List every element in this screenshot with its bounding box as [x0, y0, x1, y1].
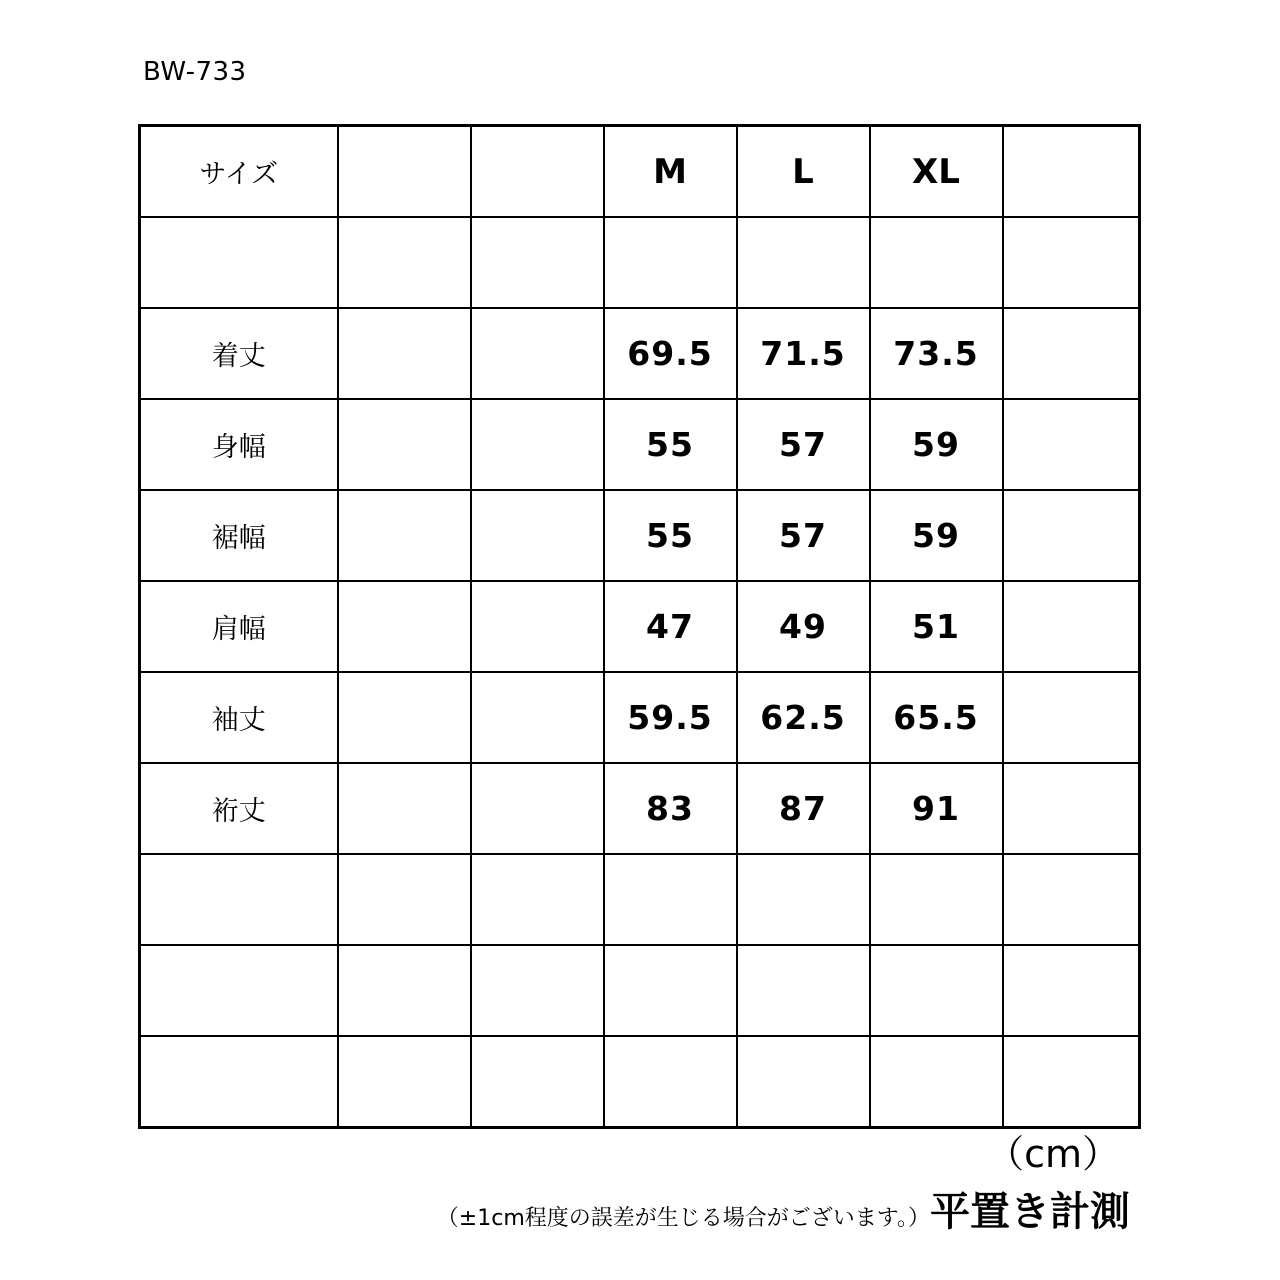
empty-cell — [338, 945, 471, 1036]
row-label: 裄丈 — [140, 763, 338, 854]
table-row — [140, 763, 1140, 854]
empty-cell — [140, 217, 338, 308]
empty-cell — [471, 581, 604, 672]
empty-cell — [471, 854, 604, 945]
table-row — [140, 581, 1140, 672]
empty-cell — [1003, 308, 1140, 399]
value-cell-m: 59.5 — [604, 672, 737, 763]
empty-cell — [604, 854, 737, 945]
empty-cell — [471, 490, 604, 581]
size-l-header: L — [737, 126, 870, 218]
empty-cell — [1003, 581, 1140, 672]
value-cell-l: 49 — [737, 581, 870, 672]
empty-cell — [471, 1036, 604, 1128]
value-cell-xl: 65.5 — [870, 672, 1003, 763]
empty-cell — [471, 672, 604, 763]
footer-note — [437, 1180, 1130, 1237]
empty-cell — [1003, 399, 1140, 490]
value-cell-l: 57 — [737, 490, 870, 581]
value-cell-m: 69.5 — [604, 308, 737, 399]
row-label: 裾幅 — [140, 490, 338, 581]
empty-cell — [471, 217, 604, 308]
empty-cell — [471, 126, 604, 218]
row-label: 袖丈 — [140, 672, 338, 763]
empty-cell — [471, 399, 604, 490]
value-cell-xl: 91 — [870, 763, 1003, 854]
value-cell-m: 83 — [604, 763, 737, 854]
value-cell-m: 47 — [604, 581, 737, 672]
empty-cell — [338, 399, 471, 490]
value-cell-xl: 59 — [870, 399, 1003, 490]
empty-cell — [870, 854, 1003, 945]
empty-cell — [338, 581, 471, 672]
row-label: 肩幅 — [140, 581, 338, 672]
table-row — [140, 399, 1140, 490]
empty-cell — [338, 490, 471, 581]
value-cell-m: 55 — [604, 399, 737, 490]
empty-cell — [870, 1036, 1003, 1128]
empty-cell — [737, 854, 870, 945]
empty-cell — [140, 945, 338, 1036]
value-cell-xl: 73.5 — [870, 308, 1003, 399]
size-xl-header: XL — [870, 126, 1003, 218]
value-cell-l: 87 — [737, 763, 870, 854]
row-label: 身幅 — [140, 399, 338, 490]
empty-cell — [870, 945, 1003, 1036]
empty-cell — [870, 217, 1003, 308]
empty-cell — [737, 217, 870, 308]
value-cell-l: 57 — [737, 399, 870, 490]
empty-cell — [1003, 854, 1140, 945]
tolerance-note: （±1cm程度の誤差が生じる場合がございます。） — [436, 1206, 930, 1231]
empty-cell — [338, 854, 471, 945]
empty-cell — [140, 1036, 338, 1128]
empty-row — [140, 945, 1140, 1036]
empty-cell — [338, 672, 471, 763]
row-label: 着丈 — [140, 308, 338, 399]
empty-cell — [471, 763, 604, 854]
size-m-header: M — [604, 126, 737, 218]
empty-cell — [604, 217, 737, 308]
empty-cell — [1003, 126, 1140, 218]
empty-cell — [471, 945, 604, 1036]
value-cell-l: 62.5 — [737, 672, 870, 763]
empty-row — [140, 217, 1140, 308]
measurement-method: 平置き計測 — [930, 1189, 1130, 1235]
empty-cell — [338, 763, 471, 854]
empty-cell — [338, 126, 471, 218]
value-cell-m: 55 — [604, 490, 737, 581]
empty-cell — [1003, 945, 1140, 1036]
empty-row — [140, 854, 1140, 945]
unit-label: （cm） — [986, 1132, 1120, 1176]
empty-cell — [338, 1036, 471, 1128]
table-row — [140, 308, 1140, 399]
size-table — [138, 124, 1141, 1129]
empty-cell — [1003, 1036, 1140, 1128]
empty-cell — [471, 308, 604, 399]
empty-cell — [140, 854, 338, 945]
empty-cell — [1003, 490, 1140, 581]
product-code: BW-733 — [143, 57, 247, 87]
value-cell-xl: 51 — [870, 581, 1003, 672]
empty-row — [140, 1036, 1140, 1128]
empty-cell — [737, 1036, 870, 1128]
size-header-label: サイズ — [140, 126, 338, 218]
table-row — [140, 672, 1140, 763]
empty-cell — [604, 1036, 737, 1128]
empty-cell — [1003, 217, 1140, 308]
table-row — [140, 490, 1140, 581]
empty-cell — [338, 308, 471, 399]
header-row — [140, 126, 1140, 218]
value-cell-l: 71.5 — [737, 308, 870, 399]
empty-cell — [604, 945, 737, 1036]
empty-cell — [1003, 763, 1140, 854]
empty-cell — [1003, 672, 1140, 763]
value-cell-xl: 59 — [870, 490, 1003, 581]
empty-cell — [338, 217, 471, 308]
empty-cell — [737, 945, 870, 1036]
